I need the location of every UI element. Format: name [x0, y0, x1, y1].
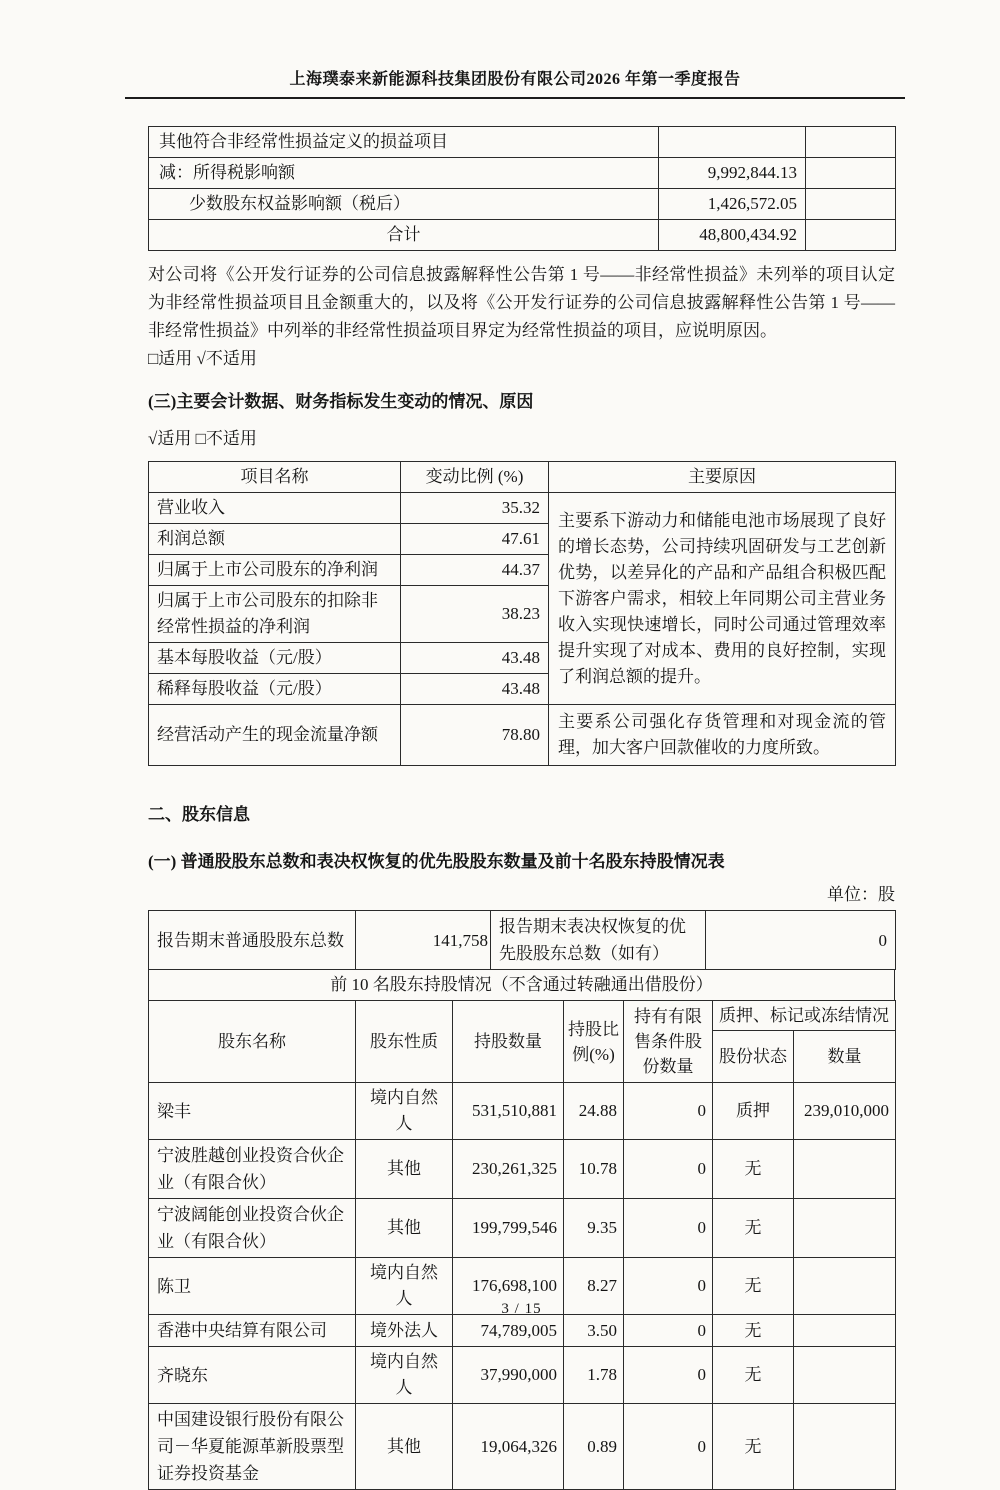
holder-row: [149, 1083, 896, 1140]
applicable-choice: □适用 √不适用: [148, 349, 257, 368]
table-row: [149, 911, 896, 970]
total-label-cell: 合计: [149, 220, 659, 251]
holder-row: [149, 1140, 896, 1199]
holder-shares-cell: 37,990,000: [453, 1347, 564, 1404]
holder-name-cell: 陈卫: [149, 1258, 356, 1315]
col-header-pledge-group: 质押、标记或冻结情况: [713, 1001, 896, 1031]
main-reason-cell: 主要系下游动力和储能电池市场展现了良好的增长态势，公司持续巩固研发与工艺创新优势，以差异化的产品和产品组合积极匹配下游客户需求，相较上年同期公司主营业务收入实现快速增长，同时公司通过管理效率提升实现了对成本、费用的良好控制，实现了利润总额的提升。: [549, 493, 896, 705]
page-footer: [148, 1301, 895, 1318]
holder-row: [149, 1347, 896, 1404]
table-row: [149, 158, 896, 189]
holder-restricted-cell: 0: [624, 1258, 713, 1315]
indicator-name-cell: 稀释每股收益（元/股）: [149, 674, 401, 705]
holder-ratio-cell: 3.50: [564, 1315, 624, 1347]
table-row: [149, 189, 896, 220]
holder-nature-cell: 其他: [356, 1199, 453, 1258]
holder-nature-cell: 其他: [356, 1140, 453, 1199]
holder-shares-cell: 199,799,546: [453, 1199, 564, 1258]
holder-ratio-cell: 1.78: [564, 1347, 624, 1404]
indicator-pct-cell: 35.32: [401, 493, 549, 524]
holder-name-cell: 齐晓东: [149, 1347, 356, 1404]
holder-shares-cell: 176,698,100: [453, 1258, 564, 1315]
section-3-heading: (三)主要会计数据、财务指标发生变动的情况、原因: [148, 392, 534, 411]
item-note-cell: [806, 189, 896, 220]
holder-row: [149, 1199, 896, 1258]
cashflow-reason-cell: 主要系公司强化存货管理和对现金流的管理，加大客户回款催收的力度所致。: [549, 705, 896, 766]
col-header-shares: 持股数量: [453, 1001, 564, 1083]
holder-nature-cell: 境内自然人: [356, 1083, 453, 1140]
item-note-cell: [806, 220, 896, 251]
preferred-holders-label-cell: 报告期末表决权恢复的优先股股东总数（如有）: [491, 911, 706, 970]
table-row-total: [149, 220, 896, 251]
table-row: [149, 493, 896, 524]
holder-pledge-amount-cell: 239,010,000: [794, 1083, 896, 1140]
holder-pledge-status-cell: 无: [713, 1199, 794, 1258]
holder-ratio-cell: 8.27: [564, 1258, 624, 1315]
top10-title-cell: 前 10 名股东持股情况（不含通过转融通出借股份）: [149, 970, 895, 1001]
section-3-applicable: √适用 □不适用: [148, 429, 257, 448]
indicator-name-cell: 归属于上市公司股东的净利润: [149, 555, 401, 586]
table-header-row: [149, 1001, 896, 1031]
indicator-pct-cell: 44.37: [401, 555, 549, 586]
item-value-cell: 9,992,844.13: [659, 158, 806, 189]
indicator-pct-cell: 38.23: [401, 586, 549, 643]
common-holders-label-cell: 报告期末普通股股东总数: [149, 911, 356, 970]
indicator-name-cell: 基本每股收益（元/股）: [149, 643, 401, 674]
indicator-pct-cell: 43.48: [401, 674, 549, 705]
holder-restricted-cell: 0: [624, 1140, 713, 1199]
holder-shares-cell: 19,064,326: [453, 1404, 564, 1490]
holder-shares-cell: 230,261,325: [453, 1140, 564, 1199]
holder-pledge-status-cell: 无: [713, 1404, 794, 1490]
item-value-cell: [659, 127, 806, 158]
item-label-cell: 少数股东权益影响额（税后）: [149, 189, 659, 220]
holder-shares-cell: 531,510,881: [453, 1083, 564, 1140]
shareholders-subheading: (一) 普通股股东总数和表决权恢复的优先股股东数量及前十名股东持股情况表: [148, 852, 725, 871]
holder-pledge-amount-cell: [794, 1404, 896, 1490]
holder-row: [149, 1315, 896, 1347]
table-row: [149, 705, 896, 766]
holder-name-cell: 宁波胜越创业投资合伙企业（有限合伙）: [149, 1140, 356, 1199]
common-holders-value-cell: 141,758: [356, 911, 491, 970]
indicator-name-cell: 归属于上市公司股东的扣除非经常性损益的净利润: [149, 586, 401, 643]
holder-pledge-amount-cell: [794, 1199, 896, 1258]
holder-name-cell: 宁波阔能创业投资合伙企业（有限合伙）: [149, 1199, 356, 1258]
table-row: [149, 970, 895, 1001]
col-header-holder-name: 股东名称: [149, 1001, 356, 1083]
holder-restricted-cell: 0: [624, 1199, 713, 1258]
indicator-pct-cell: 78.80: [401, 705, 549, 766]
holder-nature-cell: 境内自然人: [356, 1258, 453, 1315]
col-header-pledge-amount: 数量: [794, 1031, 896, 1083]
indicator-name-cell: 经营活动产生的现金流量净额: [149, 705, 401, 766]
holder-nature-cell: 其他: [356, 1404, 453, 1490]
total-value-cell: 48,800,434.92: [659, 220, 806, 251]
col-header-holder-nature: 股东性质: [356, 1001, 453, 1083]
holder-ratio-cell: 9.35: [564, 1199, 624, 1258]
holder-restricted-cell: 0: [624, 1315, 713, 1347]
item-label-cell: 减：所得税影响额: [149, 158, 659, 189]
holder-name-cell: 梁丰: [149, 1083, 356, 1140]
nonrecurring-items-table: [148, 126, 896, 251]
indicator-pct-cell: 47.61: [401, 524, 549, 555]
page-title: 上海璞泰来新能源科技集团股份有限公司2026 年第一季度报告: [289, 71, 741, 88]
holder-nature-cell: 境内自然人: [356, 1347, 453, 1404]
holder-ratio-cell: 24.88: [564, 1083, 624, 1140]
indicator-name-cell: 利润总额: [149, 524, 401, 555]
holder-nature-cell: 境外法人: [356, 1315, 453, 1347]
col-header-ratio: 持股比例(%): [564, 1001, 624, 1083]
item-note-cell: [806, 158, 896, 189]
item-value-cell: 1,426,572.05: [659, 189, 806, 220]
section-shareholders-heading: 二、股东信息: [148, 805, 250, 824]
top10-holders-table: [148, 1000, 896, 1490]
col-header-restricted: 持有有限售条件股份数量: [624, 1001, 713, 1083]
holder-shares-cell: 74,789,005: [453, 1315, 564, 1347]
holder-pledge-status-cell: 无: [713, 1258, 794, 1315]
table-header-row: [149, 462, 896, 493]
holder-restricted-cell: 0: [624, 1404, 713, 1490]
explanation-paragraph: 对公司将《公开发行证券的公司信息披露解释性公告第 1 号——非经常性损益》未列举的项目认定为非经常性损益项目且金额重大的，以及将《公开发行证券的公司信息披露解释性公告第 1 号——非经常性损益》中列举的非经常性损益项目界定为经常性损益的项目，应说明原因。: [148, 265, 895, 340]
holder-restricted-cell: 0: [624, 1347, 713, 1404]
document-header: [125, 0, 905, 99]
holder-ratio-cell: 0.89: [564, 1404, 624, 1490]
holder-pledge-status-cell: 无: [713, 1140, 794, 1199]
holder-row: [149, 1404, 896, 1490]
item-label-cell: 其他符合非经常性损益定义的损益项目: [149, 127, 659, 158]
holder-pledge-amount-cell: [794, 1140, 896, 1199]
holder-ratio-cell: 10.78: [564, 1140, 624, 1199]
item-note-cell: [806, 127, 896, 158]
indicator-name-cell: 营业收入: [149, 493, 401, 524]
page-number-separator: /: [514, 1301, 520, 1317]
holder-pledge-amount-cell: [794, 1347, 896, 1404]
unit-label: 单位：股: [827, 885, 895, 904]
col-header-item: 项目名称: [149, 462, 401, 493]
holder-pledge-status-cell: 质押: [713, 1083, 794, 1140]
shareholder-totals-table: [148, 910, 896, 970]
col-header-reason: 主要原因: [549, 462, 896, 493]
indicator-pct-cell: 43.48: [401, 643, 549, 674]
page-content: [148, 126, 895, 1490]
table-row: [149, 127, 896, 158]
indicator-change-table: [148, 461, 896, 766]
holder-pledge-status-cell: 无: [713, 1347, 794, 1404]
top10-title-table: [148, 969, 895, 1001]
preferred-holders-value-cell: 0: [706, 911, 896, 970]
holder-pledge-amount-cell: [794, 1315, 896, 1347]
holder-pledge-status-cell: 无: [713, 1315, 794, 1347]
holder-restricted-cell: 0: [624, 1083, 713, 1140]
page-number-current: 3: [501, 1301, 510, 1317]
holder-name-cell: 中国建设银行股份有限公司－华夏能源革新股票型证券投资基金: [149, 1404, 356, 1490]
page-number-total: 15: [524, 1301, 542, 1317]
col-header-pledge-status: 股份状态: [713, 1031, 794, 1083]
holder-name-cell: 香港中央结算有限公司: [149, 1315, 356, 1347]
col-header-pct: 变动比例 (%): [401, 462, 549, 493]
